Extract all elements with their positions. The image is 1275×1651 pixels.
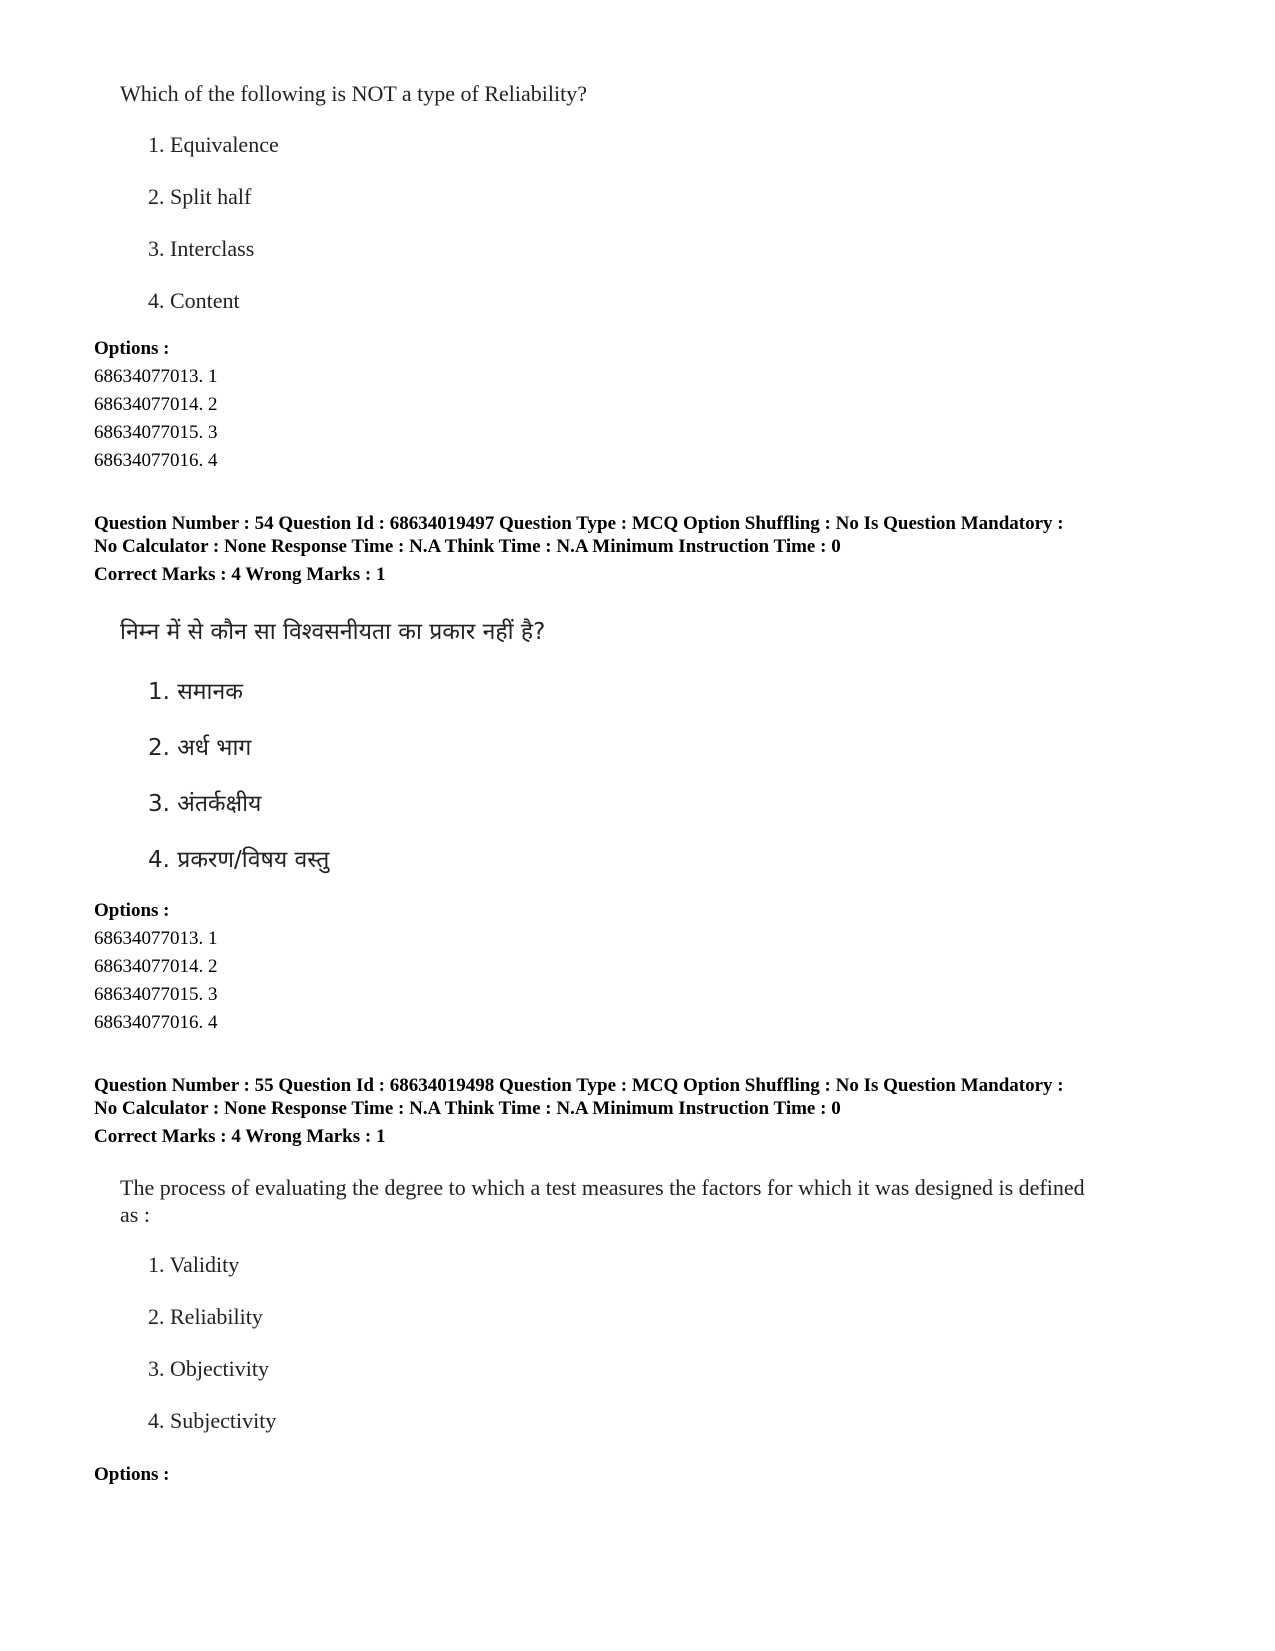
q53-option-3: 68634077015. 3 [94,422,218,443]
q54-choice-4: 4. प्रकरण/विषय वस्तु [148,847,330,873]
q55-marks: Correct Marks : 4 Wrong Marks : 1 [94,1126,386,1147]
q53-choice-3: 3. Interclass [148,236,255,261]
q54-option-3: 68634077015. 3 [94,984,218,1005]
q54-choice-3: 3. अंतर्कक्षीय [148,791,262,817]
q53-choice-1: 1. Equivalence [148,132,279,157]
q55-meta-line-2: No Calculator : None Response Time : N.A Think Time : N.A Minimum Instruction Time : 0 [94,1098,841,1119]
q55-options-label: Options : [94,1464,170,1485]
q53-option-1: 68634077013. 1 [94,366,218,387]
q54-meta-line-2: No Calculator : None Response Time : N.A Think Time : N.A Minimum Instruction Time : 0 [94,536,841,557]
q53-options-label: Options : [94,338,170,359]
q54-choice-1: 1. समानक [148,679,243,705]
q54-marks: Correct Marks : 4 Wrong Marks : 1 [94,564,386,585]
q55-meta-line-1: Question Number : 55 Question Id : 68634019498 Question Type : MCQ Option Shuffling : No Is Question Mandatory : [94,1075,1064,1096]
q53-question-text: Which of the following is NOT a type of Reliability? [120,81,587,106]
q54-options-label: Options : [94,900,170,921]
q54-meta-line-1: Question Number : 54 Question Id : 68634019497 Question Type : MCQ Option Shuffling : No Is Question Mandatory : [94,513,1064,534]
q54-option-4: 68634077016. 4 [94,1012,218,1033]
q54-choice-2: 2. अर्ध भाग [148,735,252,761]
q53-option-2: 68634077014. 2 [94,394,218,415]
q53-choice-2: 2. Split half [148,184,252,209]
q55-question-text-line-1: The process of evaluating the degree to which a test measures the factors for which it was designed is defined [120,1175,1085,1200]
q54-question-text: निम्न में से कौन सा विश्वसनीयता का प्रकार नहीं है? [120,619,546,645]
q55-choice-2: 2. Reliability [148,1304,263,1329]
q53-option-4: 68634077016. 4 [94,450,218,471]
q54-option-2: 68634077014. 2 [94,956,218,977]
q55-question-text-line-2: as : [120,1202,150,1227]
q55-choice-4: 4. Subjectivity [148,1408,277,1433]
q55-choice-1: 1. Validity [148,1252,240,1277]
q54-option-1: 68634077013. 1 [94,928,218,949]
q53-choice-4: 4. Content [148,288,240,313]
q55-choice-3: 3. Objectivity [148,1356,269,1381]
